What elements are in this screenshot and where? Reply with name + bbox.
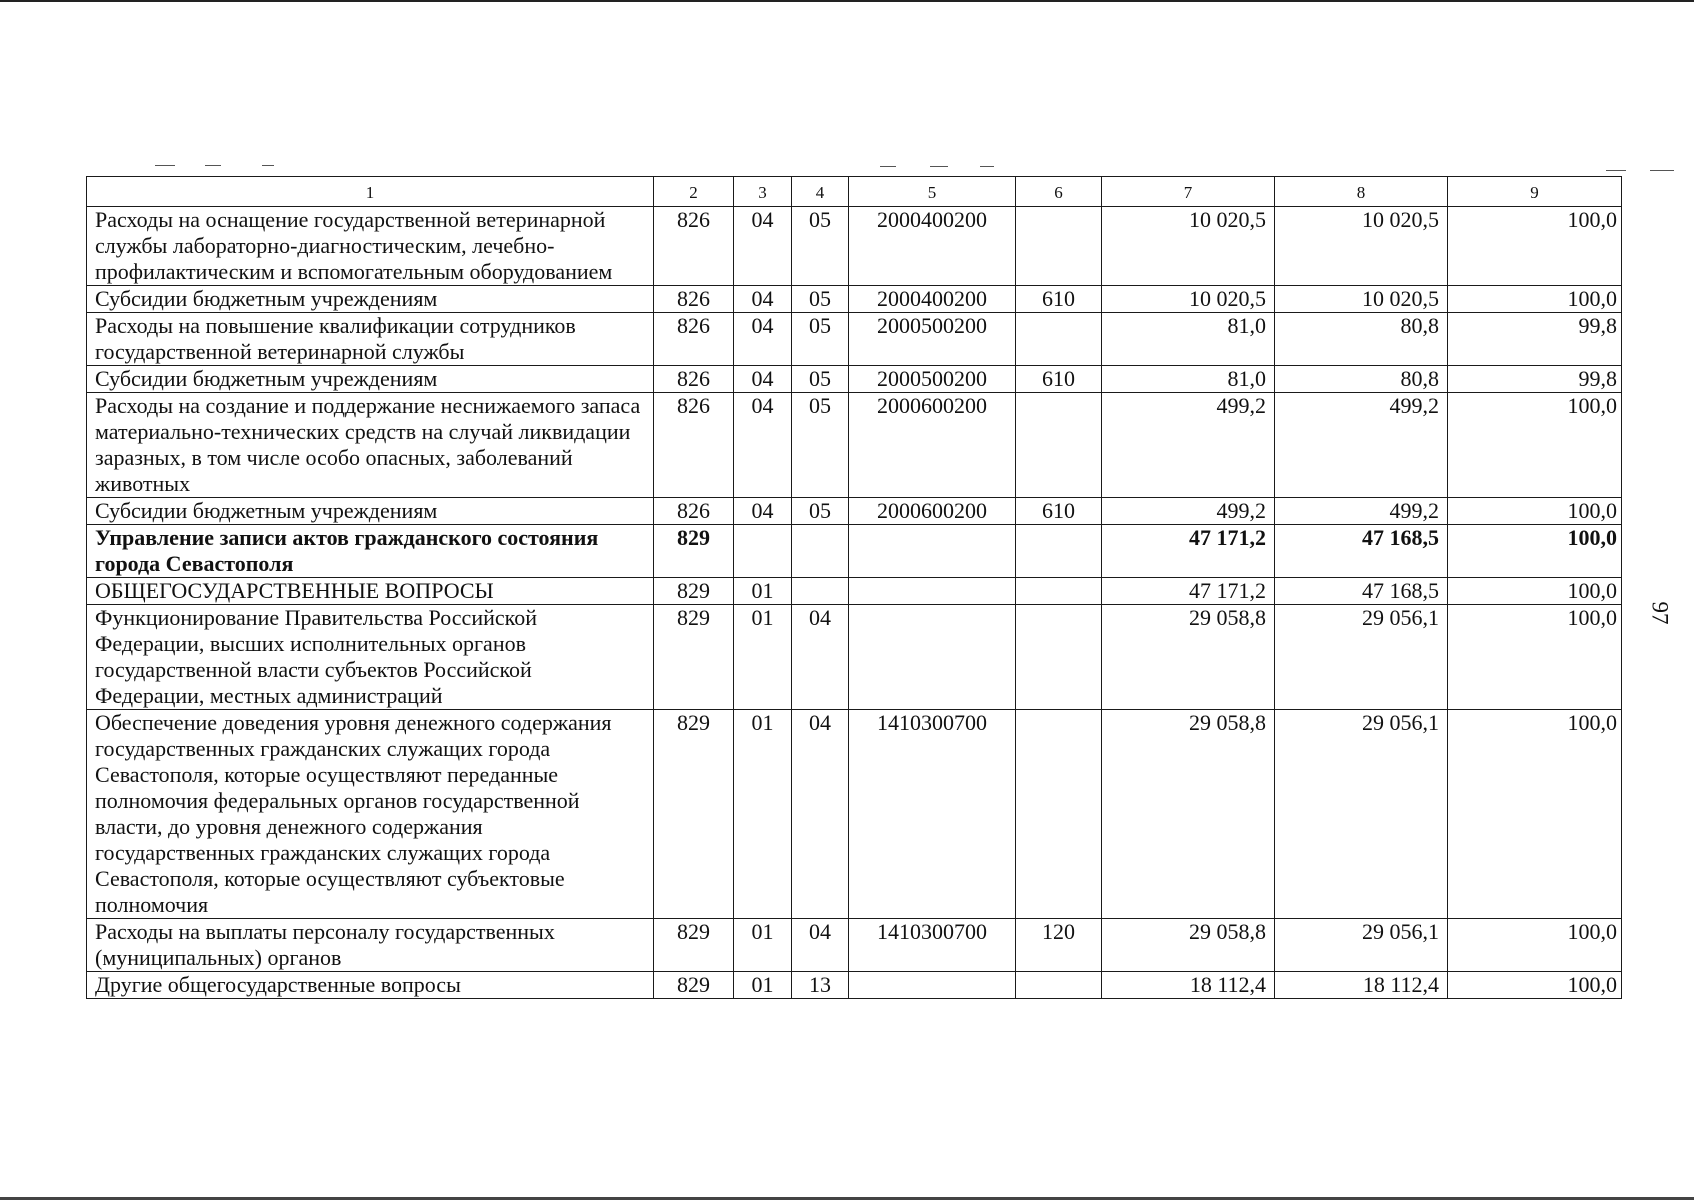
scan-mark	[205, 165, 221, 166]
row-name-cell: Субсидии бюджетным учреждениям	[87, 366, 654, 393]
code-expense-type-cell	[1016, 578, 1102, 605]
code-glava-cell: 829	[654, 972, 734, 999]
code-expense-type-cell	[1016, 525, 1102, 578]
budget-table	[86, 176, 1622, 999]
amount-executed-cell: 29 056,1	[1275, 710, 1448, 919]
scan-mark	[1650, 170, 1674, 171]
code-podrazdel-cell: 05	[792, 366, 849, 393]
code-glava-cell: 826	[654, 207, 734, 286]
code-podrazdel-cell	[792, 525, 849, 578]
amount-executed-cell: 47 168,5	[1275, 578, 1448, 605]
amount-planned-cell: 499,2	[1102, 498, 1275, 525]
amount-planned-cell: 81,0	[1102, 366, 1275, 393]
code-glava-cell: 826	[654, 498, 734, 525]
percent-executed-cell: 100,0	[1448, 498, 1622, 525]
percent-executed-cell: 99,8	[1448, 313, 1622, 366]
scan-mark	[262, 165, 274, 166]
header-cell: 5	[849, 177, 1016, 207]
scan-mark	[155, 165, 175, 166]
code-razdel-cell: 04	[734, 498, 792, 525]
code-podrazdel-cell: 13	[792, 972, 849, 999]
table-row	[87, 525, 1622, 578]
row-name-cell: Другие общегосударственные вопросы	[87, 972, 654, 999]
amount-executed-cell: 10 020,5	[1275, 286, 1448, 313]
code-target-article-cell	[849, 525, 1016, 578]
code-razdel-cell: 01	[734, 578, 792, 605]
code-target-article-cell	[849, 972, 1016, 999]
scan-mark	[1606, 170, 1626, 171]
percent-executed-cell: 100,0	[1448, 286, 1622, 313]
amount-planned-cell: 47 171,2	[1102, 578, 1275, 605]
code-razdel-cell: 01	[734, 710, 792, 919]
amount-planned-cell: 10 020,5	[1102, 286, 1275, 313]
row-name-cell: Субсидии бюджетным учреждениям	[87, 498, 654, 525]
code-target-article-cell: 1410300700	[849, 919, 1016, 972]
table-row	[87, 207, 1622, 286]
amount-planned-cell: 29 058,8	[1102, 710, 1275, 919]
amount-planned-cell: 18 112,4	[1102, 972, 1275, 999]
code-podrazdel-cell: 04	[792, 919, 849, 972]
row-name-cell: Расходы на оснащение государственной ветеринарной службы лабораторно-диагностическим, лечебно-профилактическим и вспомогательным оборудованием	[87, 207, 654, 286]
table-row	[87, 578, 1622, 605]
amount-planned-cell: 29 058,8	[1102, 605, 1275, 710]
percent-executed-cell: 100,0	[1448, 972, 1622, 999]
code-glava-cell: 829	[654, 605, 734, 710]
percent-executed-cell: 100,0	[1448, 605, 1622, 710]
percent-executed-cell: 99,8	[1448, 366, 1622, 393]
table-row	[87, 972, 1622, 999]
code-podrazdel-cell: 05	[792, 393, 849, 498]
table-row	[87, 313, 1622, 366]
code-glava-cell: 826	[654, 313, 734, 366]
row-name-cell: Расходы на выплаты персоналу государственных (муниципальных) органов	[87, 919, 654, 972]
header-row	[87, 177, 1622, 207]
table-row	[87, 286, 1622, 313]
percent-executed-cell: 100,0	[1448, 919, 1622, 972]
amount-executed-cell: 80,8	[1275, 313, 1448, 366]
amount-executed-cell: 18 112,4	[1275, 972, 1448, 999]
amount-executed-cell: 10 020,5	[1275, 207, 1448, 286]
code-razdel-cell: 01	[734, 972, 792, 999]
code-target-article-cell: 2000500200	[849, 366, 1016, 393]
code-razdel-cell: 01	[734, 605, 792, 710]
code-expense-type-cell	[1016, 605, 1102, 710]
code-expense-type-cell	[1016, 710, 1102, 919]
amount-executed-cell: 29 056,1	[1275, 919, 1448, 972]
amount-planned-cell: 47 171,2	[1102, 525, 1275, 578]
code-expense-type-cell: 120	[1016, 919, 1102, 972]
percent-executed-cell: 100,0	[1448, 525, 1622, 578]
code-podrazdel-cell: 05	[792, 498, 849, 525]
code-podrazdel-cell: 04	[792, 710, 849, 919]
code-expense-type-cell: 610	[1016, 286, 1102, 313]
scan-mark	[980, 166, 994, 167]
code-podrazdel-cell	[792, 578, 849, 605]
amount-executed-cell: 47 168,5	[1275, 525, 1448, 578]
table-row	[87, 710, 1622, 919]
row-name-cell: Субсидии бюджетным учреждениям	[87, 286, 654, 313]
code-razdel-cell: 04	[734, 393, 792, 498]
code-expense-type-cell: 610	[1016, 498, 1102, 525]
amount-executed-cell: 29 056,1	[1275, 605, 1448, 710]
code-glava-cell: 829	[654, 525, 734, 578]
code-glava-cell: 829	[654, 578, 734, 605]
code-target-article-cell: 2000400200	[849, 207, 1016, 286]
header-cell: 3	[734, 177, 792, 207]
code-target-article-cell	[849, 605, 1016, 710]
code-expense-type-cell	[1016, 972, 1102, 999]
code-target-article-cell: 1410300700	[849, 710, 1016, 919]
amount-planned-cell: 10 020,5	[1102, 207, 1275, 286]
amount-planned-cell: 499,2	[1102, 393, 1275, 498]
code-razdel-cell	[734, 525, 792, 578]
code-podrazdel-cell: 04	[792, 605, 849, 710]
code-podrazdel-cell: 05	[792, 286, 849, 313]
table-row	[87, 919, 1622, 972]
scan-mark	[930, 166, 948, 167]
table-row	[87, 366, 1622, 393]
page-number: 97	[1647, 601, 1673, 625]
code-target-article-cell: 2000600200	[849, 498, 1016, 525]
row-name-cell: Функционирование Правительства Российской Федерации, высших исполнительных органов государственной власти субъектов Российской Федерации, местных администраций	[87, 605, 654, 710]
row-name-cell: ОБЩЕГОСУДАРСТВЕННЫЕ ВОПРОСЫ	[87, 578, 654, 605]
code-expense-type-cell	[1016, 207, 1102, 286]
percent-executed-cell: 100,0	[1448, 393, 1622, 498]
header-cell: 4	[792, 177, 849, 207]
header-cell: 7	[1102, 177, 1275, 207]
code-glava-cell: 826	[654, 286, 734, 313]
code-razdel-cell: 04	[734, 207, 792, 286]
header-cell: 9	[1448, 177, 1622, 207]
header-cell: 2	[654, 177, 734, 207]
amount-executed-cell: 80,8	[1275, 366, 1448, 393]
code-target-article-cell	[849, 578, 1016, 605]
scan-mark	[880, 166, 896, 167]
amount-planned-cell: 29 058,8	[1102, 919, 1275, 972]
table-row	[87, 498, 1622, 525]
code-glava-cell: 826	[654, 366, 734, 393]
row-name-cell: Обеспечение доведения уровня денежного содержания государственных гражданских служащих города Севастополя, которые осуществляют переданные полномочия федеральных органов государственной власти, до уровня денежного содержания государственных гражданских служащих города Севастополя, которые осуществляют субъектовые полномочия	[87, 710, 654, 919]
code-expense-type-cell	[1016, 313, 1102, 366]
row-name-cell: Расходы на повышение квалификации сотрудников государственной ветеринарной службы	[87, 313, 654, 366]
table-row	[87, 605, 1622, 710]
row-name-cell: Расходы на создание и поддержание неснижаемого запаса материально-технических средств на случай ликвидации заразных, в том числе особо опасных, заболеваний животных	[87, 393, 654, 498]
amount-planned-cell: 81,0	[1102, 313, 1275, 366]
code-glava-cell: 829	[654, 710, 734, 919]
code-podrazdel-cell: 05	[792, 207, 849, 286]
code-expense-type-cell: 610	[1016, 366, 1102, 393]
code-razdel-cell: 01	[734, 919, 792, 972]
code-razdel-cell: 04	[734, 313, 792, 366]
code-podrazdel-cell: 05	[792, 313, 849, 366]
header-cell: 1	[87, 177, 654, 207]
code-glava-cell: 829	[654, 919, 734, 972]
code-glava-cell: 826	[654, 393, 734, 498]
row-name-cell: Управление записи актов гражданского состояния города Севастополя	[87, 525, 654, 578]
amount-executed-cell: 499,2	[1275, 498, 1448, 525]
code-target-article-cell: 2000400200	[849, 286, 1016, 313]
code-expense-type-cell	[1016, 393, 1102, 498]
percent-executed-cell: 100,0	[1448, 710, 1622, 919]
amount-executed-cell: 499,2	[1275, 393, 1448, 498]
code-razdel-cell: 04	[734, 286, 792, 313]
code-target-article-cell: 2000600200	[849, 393, 1016, 498]
percent-executed-cell: 100,0	[1448, 207, 1622, 286]
code-target-article-cell: 2000500200	[849, 313, 1016, 366]
header-cell: 6	[1016, 177, 1102, 207]
header-cell: 8	[1275, 177, 1448, 207]
percent-executed-cell: 100,0	[1448, 578, 1622, 605]
scan-edge-top	[0, 0, 1694, 2]
code-razdel-cell: 04	[734, 366, 792, 393]
table-row	[87, 393, 1622, 498]
